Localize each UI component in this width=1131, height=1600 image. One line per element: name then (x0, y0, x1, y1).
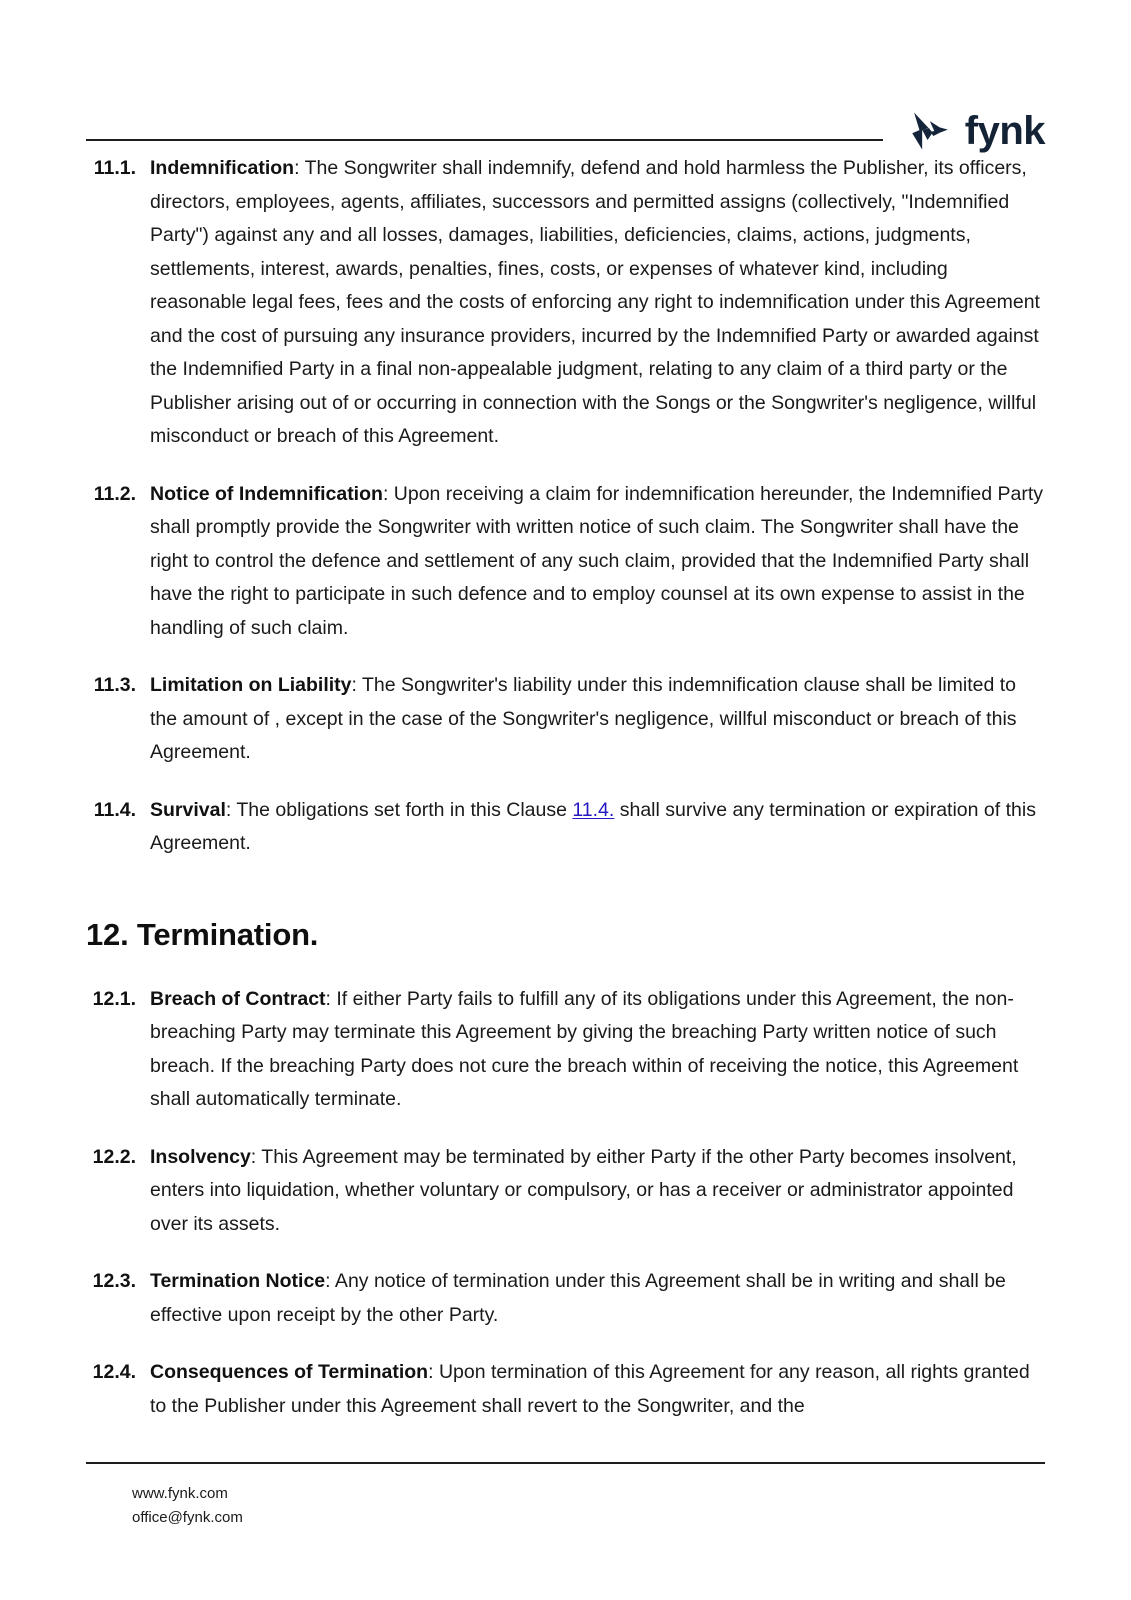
page-header (86, 100, 1045, 156)
clause-text (150, 478, 1045, 646)
clause-paragraph: : Any notice of termination under this Agreement shall be in writing and shall be effective upon receipt by the other Party. (150, 1270, 1006, 1326)
clause-number: 11.4. (93, 798, 136, 821)
footer-email: office@fynk.com (132, 1509, 243, 1526)
clause-number: 12.3. (92, 1270, 136, 1292)
clause-paragraph: : If either Party fails to fulfill any of its obligations under this Agreement, the non-breaching Party may terminate this Agreement by giving the breaching Party written notice of such breach. If the breaching Party does not cure the breach within of receiving the notice, this Agreement shall automatically terminate. (150, 987, 1019, 1110)
clause-number: 12.4. (92, 1361, 136, 1383)
clause-text (150, 794, 1045, 861)
section-heading-12: 12. Termination. (86, 916, 319, 952)
clause-paragraph: : The Songwriter's liability under this indemnification clause shall be limited to the amount of , except in the case of the Songwriter's negligence, willful misconduct or breach of this Agreement. (150, 674, 1017, 763)
clause-title: Termination Notice (150, 1270, 326, 1292)
clause-number: 11.3. (93, 674, 136, 696)
clause-11-4 (86, 794, 1045, 861)
clause-title: Consequences of Termination (150, 1361, 429, 1383)
footer-website: www.fynk.com (132, 1485, 228, 1502)
clause-text (150, 1141, 1045, 1242)
clause-text (150, 1356, 1045, 1423)
clause-number: 11.2. (93, 482, 136, 505)
clause-number: 12.2. (92, 1145, 136, 1168)
clause-title: Insolvency (150, 1145, 251, 1168)
clause-title: Limitation on Liability (150, 674, 352, 696)
clause-paragraph: : Upon receiving a claim for indemnification hereunder, the Indemnified Party shall promptly provide the Songwriter with written notice of such claim. The Songwriter shall have the right to control the defence and settlement of any such claim, provided that the Indemnified Party shall have the right to participate in such defence and to employ counsel at its own expense to assist in the handling of such claim. (150, 482, 1044, 639)
document-body (86, 152, 1045, 1447)
clause-text (150, 669, 1045, 770)
clause-text (150, 983, 1045, 1117)
clause-12-3 (86, 1265, 1045, 1332)
page-footer (86, 1462, 1045, 1530)
footer-contact (86, 1482, 1045, 1530)
clause-paragraph: : The Songwriter shall indemnify, defend and hold harmless the Publisher, its officers, directors, employees, agents, affiliates, successors and permitted assigns (collectively, "Indemnified Party") against any and all losses, damages, liabilities, deficiencies, claims, actions, judgments, settlements, interest, awards, penalties, fines, costs, or expenses of whatever kind, including reasonable legal fees, fees and the costs of enforcing any right to indemnification under this Agreement and the cost of pursuing any insurance providers, incurred by the Indemnified Party or awarded against the Indemnified Party in a final non-appealable judgment, relating to any claim of a third party or the Publisher arising out of or occurring in connection with the Songs or the Songwriter's negligence, willful misconduct or breach of this Agreement. (150, 157, 1040, 447)
origami-bird-icon (901, 110, 955, 152)
clause-title: Notice of Indemnification (150, 482, 383, 505)
clause-text (150, 152, 1045, 454)
clause-title: Indemnification (150, 157, 295, 179)
clause-paragraph-after-link: shall survive any termination or expiration of this Agreement. (150, 798, 1036, 854)
clause-12-4 (86, 1356, 1045, 1423)
clause-paragraph-before-link: : The obligations set forth in this Clause (225, 798, 573, 821)
clause-number: 11.1. (93, 157, 136, 179)
clause-paragraph: : Upon termination of this Agreement for any reason, all rights granted to the Publisher under this Agreement shall revert to the Songwriter, and the (150, 1361, 1030, 1417)
brand-name: fynk (964, 109, 1045, 153)
header-divider (86, 139, 883, 141)
clause-paragraph: : This Agreement may be terminated by either Party if the other Party becomes insolvent, enters into liquidation, whether voluntary or compulsory, or has a receiver or administrator appointed over its assets. (150, 1145, 1017, 1235)
clause-title: Survival (150, 798, 226, 821)
footer-divider (86, 1462, 1045, 1464)
clause-11-1 (86, 152, 1045, 454)
clause-number: 12.1. (92, 987, 136, 1010)
clause-text (150, 1265, 1045, 1332)
clause-title: Breach of Contract (150, 987, 326, 1010)
brand-logo (901, 110, 1045, 152)
clause-12-1 (86, 983, 1045, 1117)
clause-cross-reference-link[interactable]: 11.4. (572, 798, 615, 821)
clause-11-2 (86, 478, 1045, 646)
clause-12-2 (86, 1141, 1045, 1242)
clause-11-3 (86, 669, 1045, 770)
